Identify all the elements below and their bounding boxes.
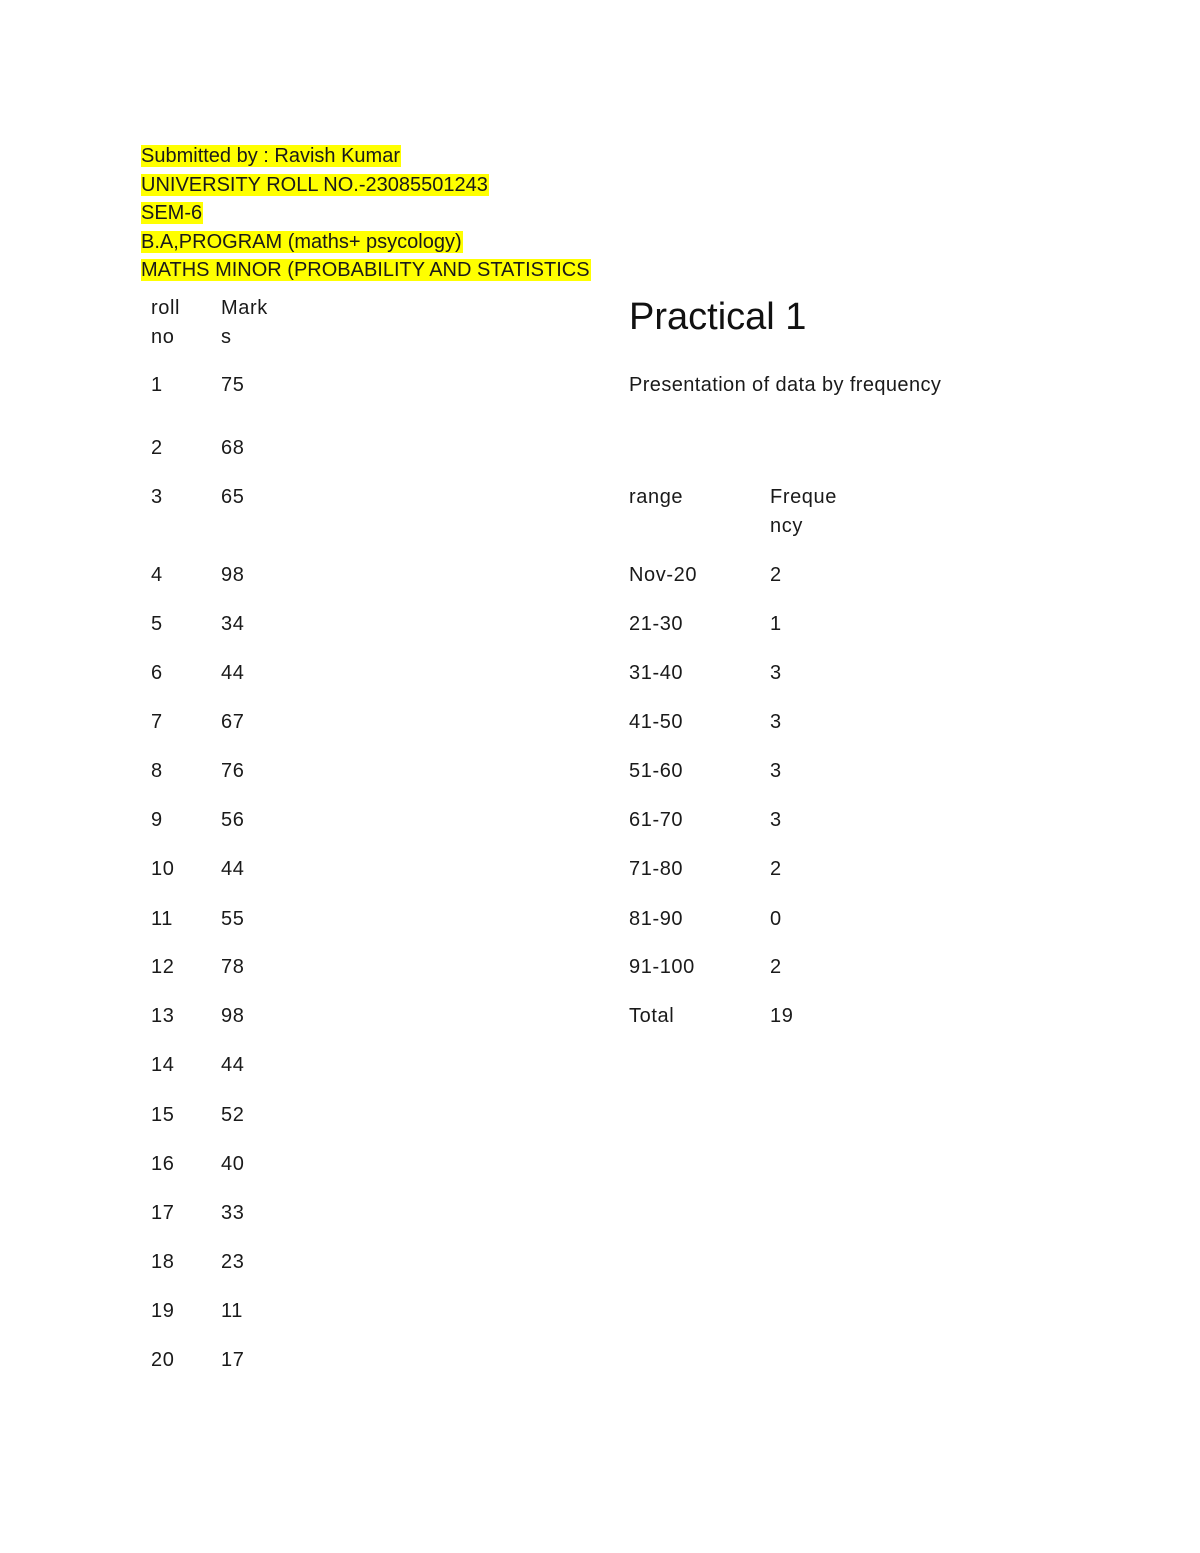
marks-row-mark: 33 bbox=[221, 1202, 245, 1224]
marks-row-roll: 12 bbox=[151, 956, 175, 978]
frequency-row-range: 31-40 bbox=[629, 662, 684, 684]
marks-row-roll: 13 bbox=[151, 1005, 175, 1027]
marks-row-mark: 98 bbox=[221, 564, 245, 586]
frequency-row-count: 19 bbox=[770, 1005, 794, 1027]
marks-row-roll: 2 bbox=[151, 437, 163, 459]
frequency-row-range: 91-100 bbox=[629, 956, 695, 978]
frequency-header-range: range bbox=[629, 486, 684, 508]
frequency-row-count: 3 bbox=[770, 662, 782, 684]
practical-subtitle: Presentation of data by frequency bbox=[629, 374, 942, 396]
submitted-by-line: Submitted by : Ravish Kumar bbox=[141, 145, 400, 167]
marks-row-roll: 15 bbox=[151, 1104, 175, 1126]
marks-row-mark: 44 bbox=[221, 662, 245, 684]
marks-row-roll: 11 bbox=[151, 908, 173, 930]
marks-row-mark: 52 bbox=[221, 1104, 245, 1126]
frequency-row-count: 2 bbox=[770, 956, 782, 978]
marks-row-roll: 5 bbox=[151, 613, 163, 635]
marks-header-roll: roll no bbox=[151, 297, 181, 348]
marks-row-mark: 17 bbox=[221, 1349, 245, 1371]
marks-row-mark: 67 bbox=[221, 711, 245, 733]
marks-row-mark: 98 bbox=[221, 1005, 245, 1027]
submission-header bbox=[141, 142, 591, 285]
marks-row-roll: 7 bbox=[151, 711, 163, 733]
marks-row-mark: 78 bbox=[221, 956, 245, 978]
frequency-row-count: 3 bbox=[770, 760, 782, 782]
marks-row-mark: 75 bbox=[221, 374, 245, 396]
marks-row-roll: 6 bbox=[151, 662, 163, 684]
marks-row-roll: 9 bbox=[151, 809, 163, 831]
subject-line: MATHS MINOR (PROBABILITY AND STATISTICS bbox=[141, 259, 590, 281]
marks-row-mark: 44 bbox=[221, 858, 245, 880]
roll-number-line: UNIVERSITY ROLL NO.-23085501243 bbox=[141, 173, 488, 196]
frequency-row-count: 1 bbox=[770, 613, 782, 635]
marks-row-mark: 76 bbox=[221, 760, 245, 782]
frequency-row-count: 0 bbox=[770, 908, 782, 930]
frequency-row-range: 21-30 bbox=[629, 613, 684, 635]
marks-row-roll: 18 bbox=[151, 1251, 175, 1273]
marks-row-mark: 68 bbox=[221, 437, 245, 459]
frequency-row-count: 3 bbox=[770, 711, 782, 733]
frequency-row-count: 2 bbox=[770, 858, 782, 880]
frequency-row-range: 81-90 bbox=[629, 908, 684, 930]
frequency-row-range: 61-70 bbox=[629, 809, 684, 831]
practical-title: Practical 1 bbox=[629, 296, 807, 338]
marks-row-mark: 55 bbox=[221, 908, 245, 930]
semester-line: SEM-6 bbox=[141, 202, 203, 224]
marks-row-mark: 11 bbox=[221, 1300, 243, 1322]
frequency-header-frequency: Freque ncy bbox=[770, 486, 837, 537]
marks-row-roll: 1 bbox=[151, 374, 163, 396]
marks-row-mark: 40 bbox=[221, 1153, 245, 1175]
marks-row-roll: 4 bbox=[151, 564, 163, 586]
frequency-row-range: Total bbox=[629, 1005, 675, 1027]
marks-row-roll: 14 bbox=[151, 1054, 175, 1076]
program-line: B.A,PROGRAM (maths+ psycology) bbox=[141, 230, 462, 253]
marks-row-mark: 23 bbox=[221, 1251, 245, 1273]
frequency-row-range: 51-60 bbox=[629, 760, 684, 782]
marks-row-mark: 56 bbox=[221, 809, 245, 831]
marks-row-mark: 65 bbox=[221, 486, 245, 508]
marks-row-mark: 44 bbox=[221, 1054, 245, 1076]
marks-row-roll: 19 bbox=[151, 1300, 175, 1322]
marks-row-mark: 34 bbox=[221, 613, 245, 635]
marks-row-roll: 16 bbox=[151, 1153, 175, 1175]
marks-row-roll: 8 bbox=[151, 760, 163, 782]
marks-row-roll: 3 bbox=[151, 486, 163, 508]
frequency-row-count: 2 bbox=[770, 564, 782, 586]
marks-row-roll: 20 bbox=[151, 1349, 175, 1371]
marks-row-roll: 10 bbox=[151, 858, 175, 880]
frequency-row-count: 3 bbox=[770, 809, 782, 831]
frequency-row-range: 41-50 bbox=[629, 711, 684, 733]
marks-header-marks: Mark s bbox=[221, 297, 268, 348]
marks-row-roll: 17 bbox=[151, 1202, 175, 1224]
frequency-row-range: 71-80 bbox=[629, 858, 684, 880]
frequency-row-range: Nov-20 bbox=[629, 564, 698, 586]
